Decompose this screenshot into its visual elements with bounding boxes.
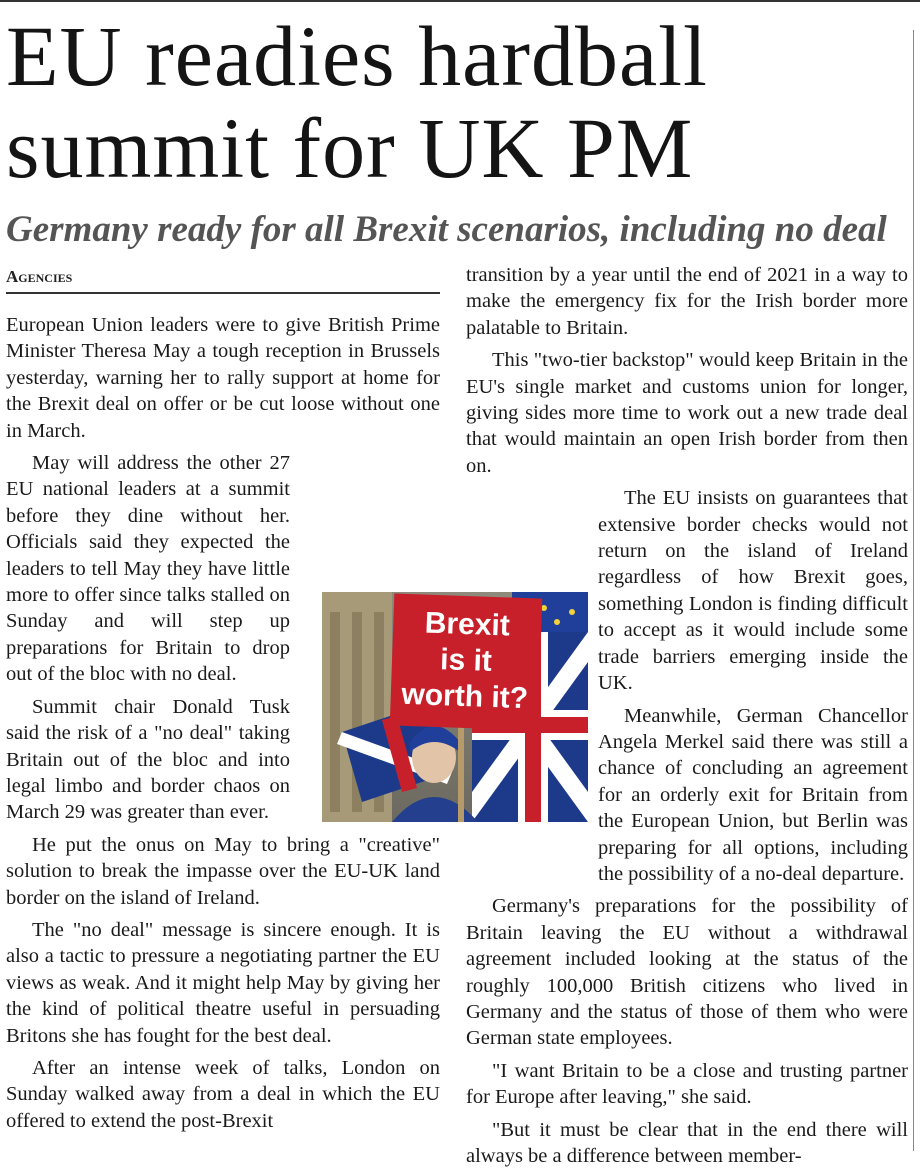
headline-line-2: summit for UK PM — [6, 100, 694, 196]
sign-text-line-1: Brexit — [424, 606, 511, 643]
headline — [6, 10, 906, 194]
sign-text-line-2: is it — [439, 643, 493, 678]
paragraph: This "two-tier backstop" would keep Britain in the EU's single market and customs union for longer, giving sides more time to work out a new trade deal that would maintain an open Irish border from then on. — [466, 349, 908, 477]
right-column-rule — [913, 30, 914, 1151]
paragraph-text: The EU insists on guarantees that extensive border checks would not return on the island of Ireland regardless of how Brexit goes, something London is finding difficult to accept as it would include some trade barriers emerging inside the UK. — [598, 487, 908, 695]
top-rule — [0, 0, 920, 2]
subheadline: Germany ready for all Brexit scenarios, including no deal — [6, 209, 887, 250]
byline: Agencies — [6, 262, 440, 294]
paragraph: After an intense week of talks, London on Sunday walked away from a deal in which the EU offered to extend the post-Brexit — [6, 1056, 440, 1132]
protest-photo — [322, 592, 588, 822]
paragraph: European Union leaders were to give British Prime Minister Theresa May a tough reception in Brussels yesterday, warning her to rally support at home for the Brexit deal on offer or be cut loose without one in March. — [6, 314, 440, 442]
paragraph: Summit chair Donald Tusk said the risk of a "no deal" taking Britain out of the bloc and into legal limbo and border chaos on March 29 was greater than ever. — [6, 695, 290, 824]
sign-text-line-3: worth it? — [400, 677, 529, 716]
paragraph: Meanwhile, German Chancellor Angela Merkel said there was still a chance of concluding an agreement for an orderly exit for Britain from the European Union, but Berlin was preparing for all options, including the possibility of a no-deal departure. — [598, 704, 908, 885]
paragraph-text: May will address the other 27 EU national leaders at a summit before they dine without her. Officials said they expected the leaders to tell May they have little more to offer since talks stalled on Sunday and will step up preparations for Britain to drop out of the bloc with no deal. — [6, 452, 290, 686]
paragraph: Germany's preparations for the possibility of Britain leaving the EU without a withdrawal agreement included looking at the status of the roughly 100,000 British citizens who lived in Germany and the status of those of them who were German state employees. — [466, 895, 908, 1050]
paragraph: He put the onus on May to bring a "creative" solution to break the impasse over the EU-UK land border on the island of Ireland. — [6, 833, 440, 909]
protest-photo-graphic — [322, 592, 588, 822]
paragraph: "But it must be clear that in the end there will always be a difference between member- — [466, 1118, 908, 1167]
paragraph: "I want Britain to be a close and trusting partner for Europe after leaving," she said. — [466, 1059, 908, 1109]
paragraph: transition by a year until the end of 2021 in a way to make the emergency fix for the Irish border more palatable to Britain. — [466, 264, 908, 339]
paragraph: The "no deal" message is sincere enough. It is also a tactic to pressure a negotiating partner the EU views as weak. And it might help May by giving her the kind of political theatre useful in persuading Britons she has fought for the best deal. — [6, 918, 440, 1047]
headline-line-1: EU readies hardball — [6, 8, 708, 104]
